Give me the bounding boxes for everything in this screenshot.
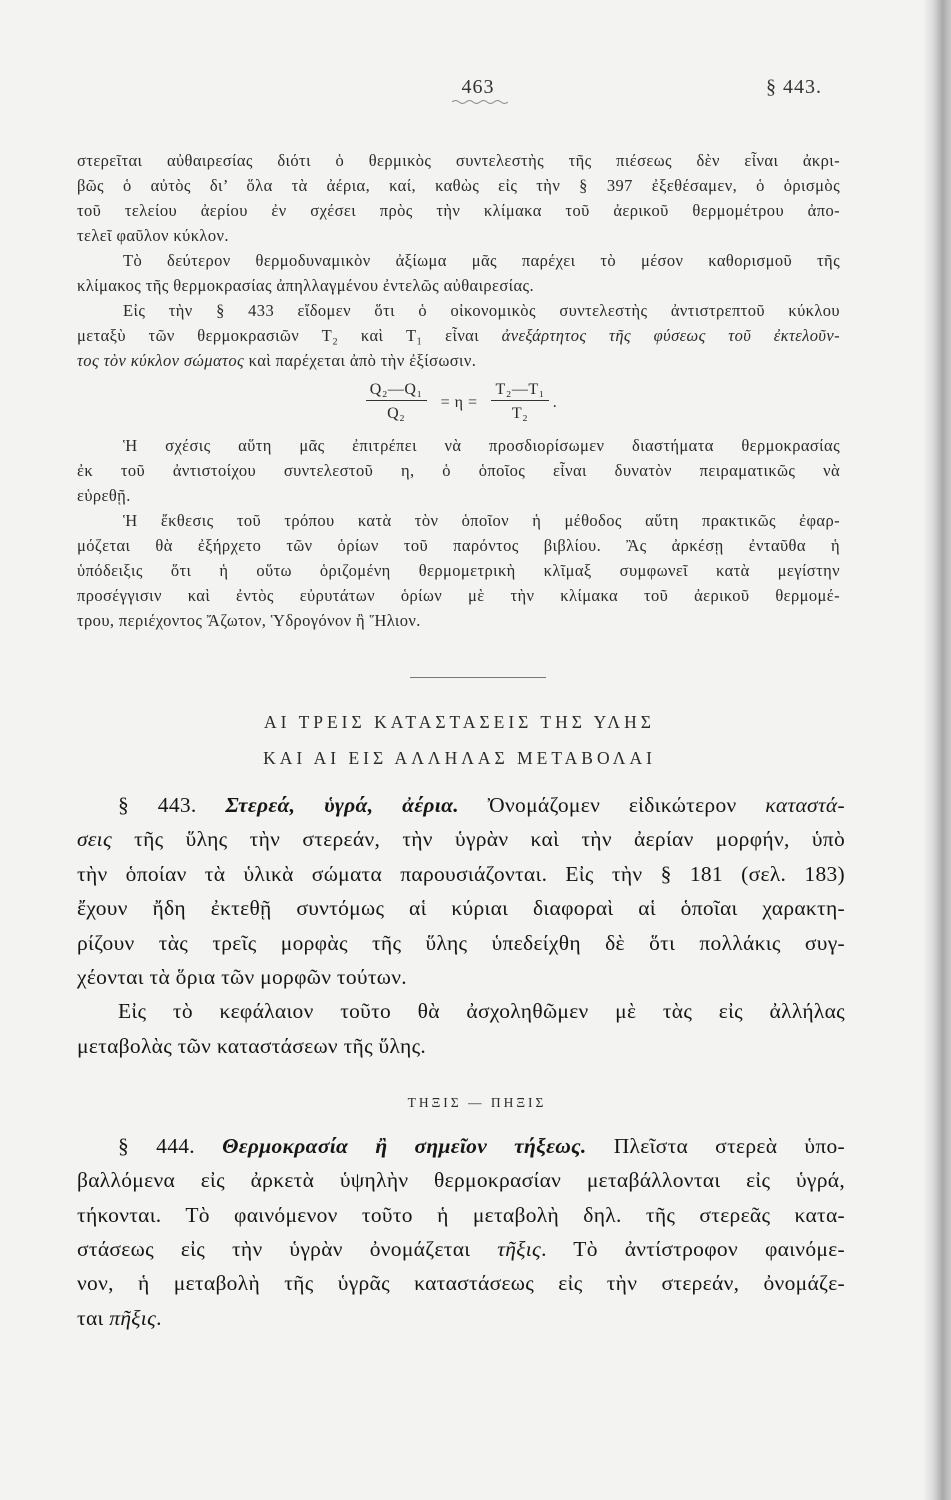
bold-italic-text: Στερεά, ὑγρά, ἀέρια. <box>225 793 459 817</box>
italic-text: πῆξις <box>109 1305 157 1330</box>
page-number: 463 <box>461 76 495 98</box>
text-segment: . Τὸ ἀντίστροφον φαινόμε- <box>541 1236 845 1261</box>
text-line <box>77 1301 845 1335</box>
subheading: ΤΗΞΙΣ — ΠΗΞΙΣ <box>407 1095 547 1110</box>
section-444 <box>77 1129 845 1335</box>
text-line: Τὸ δεύτερον θερμοδυναμικὸν ἀξίωμα μᾶς παρέχει τὸ μέσον καθορισμοῦ τῆς <box>123 250 840 270</box>
text-line: νον, ἡ μεταβολὴ τῆς ὑγρᾶς καταστάσεως εἰς τὴν στερεάν, ὀνομάζε- <box>77 1271 845 1296</box>
equation-end-period: . <box>552 393 558 411</box>
text-line: ὑπόδειξις ὅτι ἡ οὕτω ὁριζομένη θερμομετρικὴ κλῖμαξ συμφωνεῖ κατὰ μεγίστην <box>77 560 840 580</box>
italic-text: ἀνεξάρτητος τῆς φύσεως τοῦ ἐκτελοῦν- <box>501 325 840 345</box>
text-line: τρου, περιέχοντος Ἄζωτον, Ὑδρογόνον ἢ Ἥλιον. <box>77 610 421 630</box>
text-line: Εἰς τὸ κεφάλαιον τοῦτο θὰ ἀσχοληθῶμεν μὲ τὰς εἰς ἀλλήλας <box>118 999 845 1024</box>
text-segment: τῆς ὕλης τὴν στερεάν, τὴν ὑγρὰν καὶ τὴν ἀερίαν μορφήν, ὑπὸ <box>111 827 845 852</box>
header-ornament <box>452 99 508 105</box>
text-line: Ἡ ἔκθεσις τοῦ τρόπου κατὰ τὸν ὁποῖον ἡ μέθοδος αὕτη πρακτικῶς ἐφαρ- <box>123 510 840 530</box>
text-line: μόζεται θὰ ἐξήρχετο τῶν ὁρίων τοῦ παρόντος βιβλίου. Ἂς ἀρκέσῃ ἐνταῦθα ἡ <box>77 535 840 555</box>
paragraph <box>77 433 840 508</box>
text-line: βαλλόμενα εἰς ἀρκετὰ ὑψηλὴν θερμοκρασίαν μεταβάλλονται εἰς ὑγρά, <box>77 1168 845 1193</box>
text-segment: Ὀνομάζομεν εἰδικώτερον <box>458 793 766 817</box>
upper-text-block <box>77 148 840 633</box>
equation-middle: = η = <box>440 393 478 411</box>
italic-text: καταστά- <box>765 793 845 817</box>
equation-right-fraction <box>491 380 548 425</box>
text-line: στερεῖται αὐθαιρεσίας διότι ὁ θερμικὸς συντελεστὴς τῆς πιέσεως δὲν εἶναι ἀκρι- <box>77 150 840 170</box>
italic-text: τος τὸν κύκλον σώματος <box>77 350 245 370</box>
text-line: ἔχουν ἤδη ἐκτεθῇ συντόμως αἱ κύριαι διαφοραὶ αἱ ὁποῖαι χαρακτη- <box>77 896 845 921</box>
text-line: βῶς ὁ αὐτὸς δι’ ὅλα τὰ ἀέρια, καί, καθὼς εἰς τὴν § 397 ἐξεθέσαμεν, ὁ ὁρισμὸς <box>77 175 840 195</box>
text-segment: καὶ παρέχεται ἀπὸ τὴν ἐξίσωσιν. <box>244 350 477 370</box>
text-segment: στάσεως εἰς τὴν ὑγρὰν ὀνομάζεται <box>77 1236 498 1261</box>
text-segment: Πλεῖστα στερεὰ ὑπο- <box>586 1133 845 1158</box>
section-443 <box>77 788 845 1063</box>
paragraphs-before-equation <box>77 148 840 373</box>
chapter-heading-line: ΑΙ ΤΡΕΙΣ ΚΑΤΑΣΤΑΣΕΙΣ ΤΗΣ ΥΛΗΣ <box>264 712 655 732</box>
text-segment: § 443. <box>118 793 226 817</box>
text-line <box>77 788 845 822</box>
text-line <box>77 323 840 348</box>
paragraph <box>77 248 840 298</box>
text-line: χέονται τὰ ὅρια τῶν μορφῶν τούτων. <box>77 964 407 989</box>
text-segment: § 444. <box>118 1133 223 1158</box>
paragraph <box>77 298 840 373</box>
equation-left-denominator: Q₂ <box>387 405 406 422</box>
paragraphs-after-equation <box>77 433 840 633</box>
text-line: τὴν ὁποίαν τὰ ὑλικὰ σώματα παρουσιάζονται. Εἰς τὴν § 181 (σελ. 183) <box>77 861 845 886</box>
text-line: εὑρεθῇ. <box>77 485 131 505</box>
text-line: ἐκ τοῦ ἀντιστοίχου συντελεστοῦ η, ὁ ὁποῖος εἶναι δυνατὸν πειραματικῶς νὰ <box>77 460 840 480</box>
text-line <box>77 822 845 856</box>
italic-text: σεις <box>77 827 112 852</box>
section-divider <box>410 677 546 678</box>
text-line: προσέγγισιν καὶ ἐντὸς εὐρυτάτων ὁρίων μὲ τὴν κλίμακα τοῦ ἀερικοῦ θερμομέ- <box>77 585 840 605</box>
page-binding-edge <box>923 0 951 1500</box>
paragraph <box>77 994 845 1063</box>
paragraph <box>77 148 840 248</box>
text-segment: ται <box>77 1305 110 1330</box>
text-line <box>77 1232 845 1266</box>
bold-italic-text: Θερμοκρασία ἢ σημεῖον τήξεως. <box>222 1133 587 1158</box>
text-line: μεταβολὰς τῶν καταστάσεων τῆς ὕλης. <box>77 1033 427 1058</box>
italic-text: τῆξις <box>497 1236 542 1261</box>
paragraph <box>77 1129 845 1335</box>
text-line <box>77 1129 845 1163</box>
equation-left-fraction <box>366 380 427 425</box>
efficiency-equation <box>77 373 840 433</box>
running-section-reference: § 443. <box>766 76 822 98</box>
text-line: τελεῖ φαῦλον κύκλον. <box>77 225 229 245</box>
text-line: κλίμακος τῆς θερμοκρασίας ἀπηλλαγμένου ἐντελῶς αὐθαιρεσίας. <box>77 275 535 295</box>
text-line: τοῦ τελείου ἀερίου ἐν σχέσει πρὸς τὴν κλίμακα τοῦ ἀερικοῦ θερμομέτρου ἀπο- <box>77 200 840 220</box>
chapter-heading-line: ΚΑΙ ΑΙ ΕΙΣ ΑΛΛΗΛΑΣ ΜΕΤΑΒΟΛΑΙ <box>263 748 656 768</box>
text-segment: μεταξὺ τῶν θερμοκρασιῶν T₂ καὶ T₁ εἶναι <box>77 325 502 345</box>
equation-left-numerator: Q₂—Q₁ <box>366 380 427 401</box>
text-line: ρίζουν τὰς τρεῖς μορφὰς τῆς ὕλης ὑπεδείχθη δὲ ὅτι πολλάκις συγ- <box>77 930 845 955</box>
chapter-heading <box>77 704 842 776</box>
paragraph <box>77 788 845 994</box>
text-segment: . <box>156 1305 162 1330</box>
text-line: τήκονται. Τὸ φαινόμενον τοῦτο ἡ μεταβολὴ δηλ. τῆς στερεᾶς κατα- <box>77 1202 845 1227</box>
text-line: Εἰς τὴν § 433 εἴδομεν ὅτι ὁ οἰκονομικὸς συντελεστὴς ἀντιστρεπτοῦ κύκλου <box>123 300 840 320</box>
paragraph <box>77 508 840 633</box>
text-line <box>77 348 840 373</box>
equation-right-denominator: T₂ <box>511 405 529 422</box>
text-line: Ἡ σχέσις αὕτη μᾶς ἐπιτρέπει νὰ προσδιορίσωμεν διαστήματα θερμοκρασίας <box>123 435 840 455</box>
equation-right-numerator: T₂—T₁ <box>491 380 548 401</box>
